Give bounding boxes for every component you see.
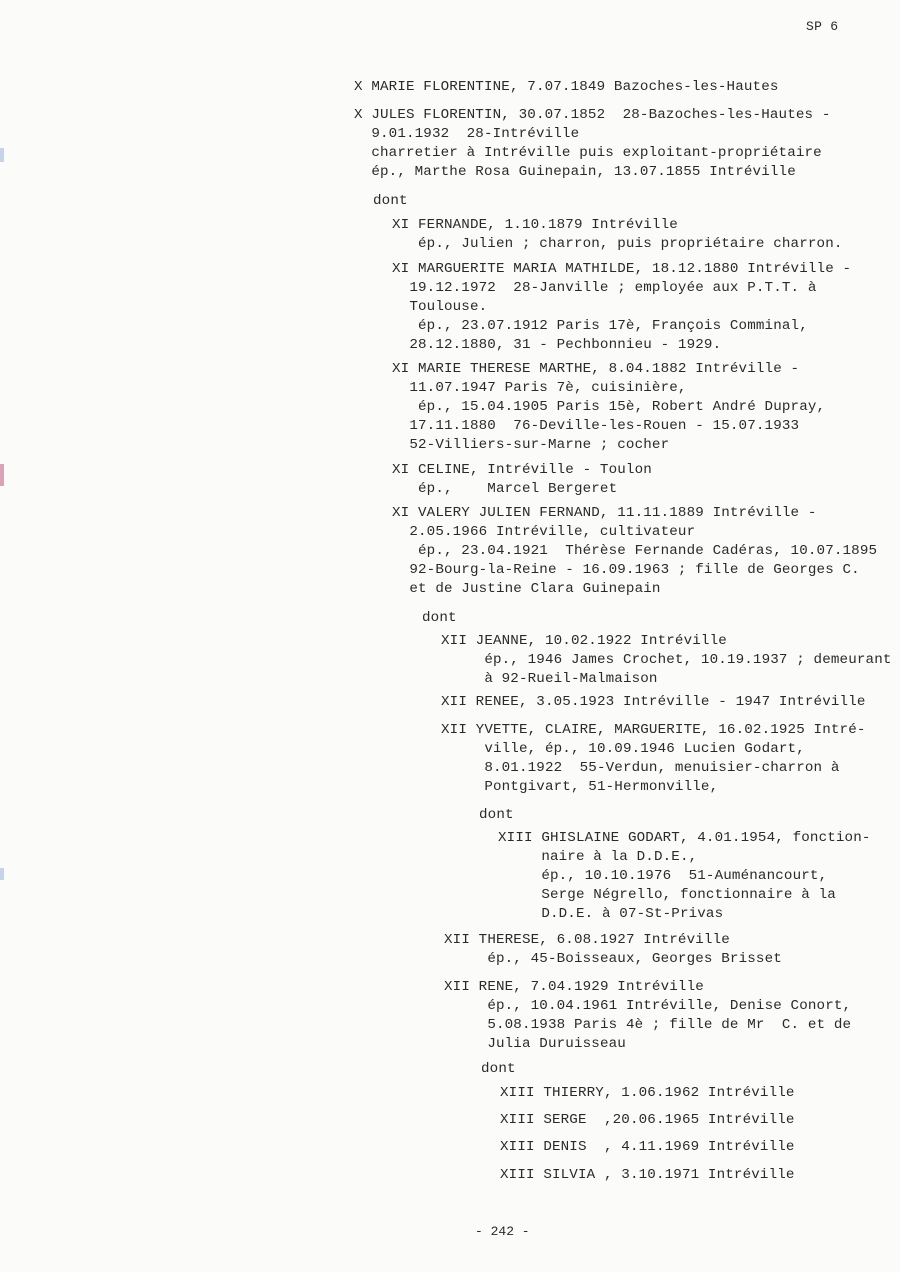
text-line: XII THERESE, 6.08.1927 Intréville <box>444 932 730 948</box>
text-line: ép., 10.04.1961 Intréville, Denise Conort, <box>444 998 852 1014</box>
scan-edge-mark <box>0 148 4 162</box>
text-line: X MARIE FLORENTINE, 7.07.1849 Bazoches-les-Hautes <box>354 79 779 95</box>
text-line: 11.07.1947 Paris 7è, cuisinière, <box>392 380 687 396</box>
text-line: XIII SERGE ,20.06.1965 Intréville <box>500 1112 795 1128</box>
text-line: ép., 15.04.1905 Paris 15è, Robert André Dupray, <box>392 399 826 415</box>
text-line: dont <box>373 193 408 209</box>
text-line: Serge Négrello, fonctionnaire à la <box>498 887 836 903</box>
text-line: ép., 23.04.1921 Thérèse Fernande Cadéras, 10.07.1895 <box>392 543 878 559</box>
text-line: à 92-Rueil-Malmaison <box>441 671 658 687</box>
text-line: ép., 45-Boisseaux, Georges Brisset <box>444 951 782 967</box>
text-line: XI VALERY JULIEN FERNAND, 11.11.1889 Intréville - <box>392 505 817 521</box>
text-line: Pontgivart, 51-Hermonville, <box>441 779 719 795</box>
text-line: naire à la D.D.E., <box>498 849 698 865</box>
text-line: 52-Villiers-sur-Marne ; cocher <box>392 437 670 453</box>
text-line: XIII SILVIA , 3.10.1971 Intréville <box>500 1167 795 1183</box>
scan-edge-mark <box>0 868 4 880</box>
text-line: Julia Duruisseau <box>444 1036 626 1052</box>
text-line: XI MARIE THERESE MARTHE, 8.04.1882 Intréville - <box>392 361 800 377</box>
text-line: 17.11.1880 76-Deville-les-Rouen - 15.07.1933 <box>392 418 800 434</box>
scan-edge-mark <box>0 464 4 486</box>
text-line: 28.12.1880, 31 - Pechbonnieu - 1929. <box>392 337 722 353</box>
page-number: - 242 - <box>475 1224 530 1239</box>
text-line: ép., Marthe Rosa Guinepain, 13.07.1855 Intréville <box>354 164 796 180</box>
page-code: SP 6 <box>806 19 839 34</box>
text-line: dont <box>422 610 457 626</box>
text-line: XI CELINE, Intréville - Toulon <box>392 462 652 478</box>
text-line: XII RENEE, 3.05.1923 Intréville - 1947 Intréville <box>441 694 866 710</box>
text-line: et de Justine Clara Guinepain <box>392 581 661 597</box>
text-line: ville, ép., 10.09.1946 Lucien Godart, <box>441 741 805 757</box>
text-line: charretier à Intréville puis exploitant-propriétaire <box>354 145 822 161</box>
text-line: 2.05.1966 Intréville, cultivateur <box>392 524 696 540</box>
text-line: 92-Bourg-la-Reine - 16.09.1963 ; fille de Georges C. <box>392 562 860 578</box>
text-line: Toulouse. <box>392 299 488 315</box>
text-line: dont <box>479 807 514 823</box>
text-line: dont <box>481 1061 516 1077</box>
text-line: ép., 10.10.1976 51-Auménancourt, <box>498 868 828 884</box>
text-line: XI MARGUERITE MARIA MATHILDE, 18.12.1880 Intréville - <box>392 261 852 277</box>
text-line: 19.12.1972 28-Janville ; employée aux P.T.T. à <box>392 280 817 296</box>
text-line: X JULES FLORENTIN, 30.07.1852 28-Bazoches-les-Hautes - <box>354 107 831 123</box>
text-line: XII JEANNE, 10.02.1922 Intréville <box>441 633 727 649</box>
text-line: XIII GHISLAINE GODART, 4.01.1954, fonction- <box>498 830 871 846</box>
text-line: XII YVETTE, CLAIRE, MARGUERITE, 16.02.1925 Intré- <box>441 722 866 738</box>
text-line: ép., 1946 James Crochet, 10.19.1937 ; demeurant <box>441 652 892 668</box>
text-line: XIII THIERRY, 1.06.1962 Intréville <box>500 1085 795 1101</box>
text-line: ép., 23.07.1912 Paris 17è, François Comminal, <box>392 318 808 334</box>
text-line: 9.01.1932 28-Intréville <box>354 126 580 142</box>
text-line: ép., Julien ; charron, puis propriétaire charron. <box>392 236 843 252</box>
text-line: 5.08.1938 Paris 4è ; fille de Mr C. et de <box>444 1017 852 1033</box>
text-line: XIII DENIS , 4.11.1969 Intréville <box>500 1139 795 1155</box>
text-line: XI FERNANDE, 1.10.1879 Intréville <box>392 217 678 233</box>
text-line: XII RENE, 7.04.1929 Intréville <box>444 979 704 995</box>
text-line: D.D.E. à 07-St-Privas <box>498 906 724 922</box>
text-line: 8.01.1922 55-Verdun, menuisier-charron à <box>441 760 840 776</box>
text-line: ép., Marcel Bergeret <box>392 481 618 497</box>
